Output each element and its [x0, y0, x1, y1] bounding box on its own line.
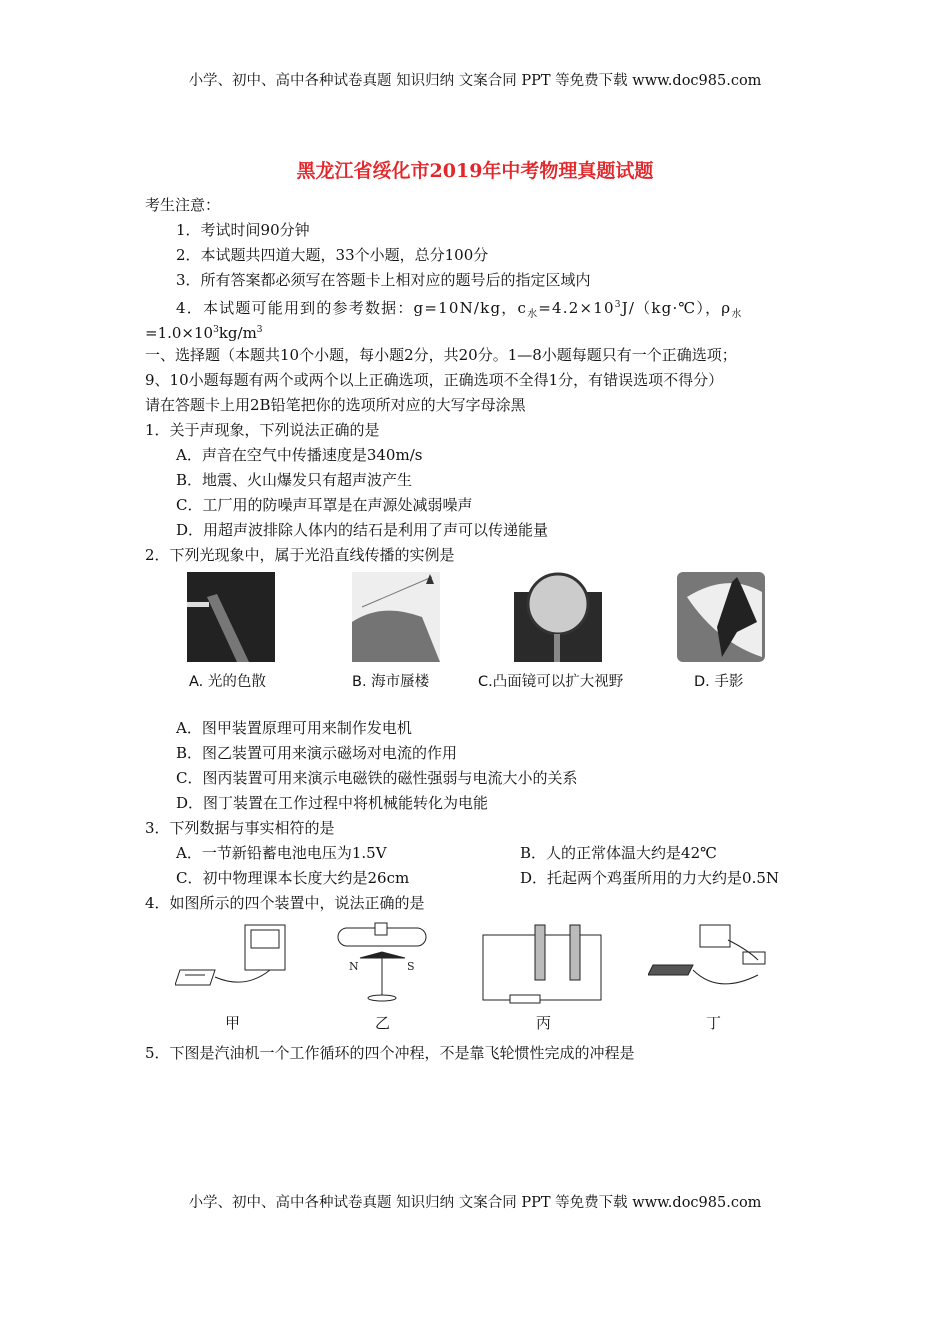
page-header: 小学、初中、高中各种试卷真题 知识归纳 文案合同 PPT 等免费下载 www.doc985.com	[188, 73, 762, 89]
oersted-diagram	[335, 920, 430, 1015]
exam-title: 黑龙江省绥化市2019年中考物理真题试题	[296, 160, 654, 182]
figure-caption: 甲	[225, 1014, 241, 1032]
option: B．地震、火山爆发只有超声波产生	[176, 471, 413, 489]
notice-item: 4．本试题可能用到的参考数据：g=10N/kg，$c_水=4.2\times 10^3J/(kg\cdot℃)$，$\rho_水$	[176, 299, 743, 320]
convex-mirror-image	[514, 572, 602, 662]
option: D．托起两个鸡蛋所用的力大约是0.5N	[520, 869, 780, 887]
figure-caption: 乙	[375, 1014, 391, 1032]
electromagnet-diagram	[480, 920, 605, 1005]
option: C．初中物理课本长度大约是26cm	[176, 869, 410, 887]
question-3-stem: 3．下列数据与事实相符的是	[145, 819, 335, 837]
generator-diagram	[175, 920, 305, 1000]
svg-text:S: S	[407, 960, 415, 973]
figure-caption: 丁	[706, 1014, 722, 1032]
image-caption: B. 海市蜃楼	[352, 674, 430, 690]
option: A．图甲装置原理可用来制作发电机	[176, 719, 412, 737]
option: C．工厂用的防噪声耳罩是在声源处减弱噪声	[176, 496, 473, 514]
question-4-stem: 4．如图所示的四个装置中，说法正确的是	[145, 894, 425, 912]
option: B．图乙装置可用来演示磁场对电流的作用	[176, 744, 458, 762]
notice-item: 1．考试时间90分钟	[176, 221, 310, 239]
image-caption: D. 手影	[694, 674, 744, 690]
notice-item-cont: $=1.0\times 10^3kg/m^3$	[145, 324, 263, 342]
section-instructions: 请在答题卡上用2B铅笔把你的选项所对应的大写字母涂黑	[145, 396, 526, 414]
section-instructions: 一、选择题（本题共10个小题，每小题2分，共20分。1—8小题每题只有一个正确选项；	[145, 346, 737, 364]
dispersion-image	[187, 572, 275, 662]
option: A．一节新铅蓄电池电压为1.5V	[176, 844, 387, 862]
notice-label: 考生注意：	[145, 196, 221, 214]
svg-text:N: N	[349, 960, 359, 973]
option: B．人的正常体温大约是42℃	[520, 844, 717, 862]
figure-caption: 丙	[536, 1014, 552, 1032]
option: D．图丁装置在工作过程中将机械能转化为电能	[176, 794, 489, 812]
mirage-image	[352, 572, 440, 662]
notice-item: 2．本试题共四道大题，33个小题，总分100分	[176, 246, 489, 264]
question-5-stem: 5．下图是汽油机一个工作循环的四个冲程，不是靠飞轮惯性完成的冲程是	[145, 1044, 635, 1062]
motor-diagram	[648, 920, 778, 1000]
section-instructions: 9、10小题每题有两个或两个以上正确选项，正确选项不全得1分，有错误选项不得分）	[145, 371, 724, 389]
option: C．图丙装置可用来演示电磁铁的磁性强弱与电流大小的关系	[176, 769, 578, 787]
image-caption: C.凸面镜可以扩大视野	[478, 674, 624, 690]
question-1-stem: 1．关于声现象，下列说法正确的是	[145, 421, 380, 439]
page-footer: 小学、初中、高中各种试卷真题 知识归纳 文案合同 PPT 等免费下载 www.doc985.com	[188, 1195, 762, 1211]
option: A．声音在空气中传播速度是340m/s	[176, 446, 423, 464]
notice-item: 3．所有答案都必须写在答题卡上相对应的题号后的指定区域内	[176, 271, 591, 289]
option: D．用超声波排除人体内的结石是利用了声可以传递能量	[176, 521, 549, 539]
hand-shadow-image	[677, 572, 765, 662]
image-caption: A. 光的色散	[189, 674, 266, 690]
question-2-stem: 2．下列光现象中，属于光沿直线传播的实例是	[145, 546, 455, 564]
